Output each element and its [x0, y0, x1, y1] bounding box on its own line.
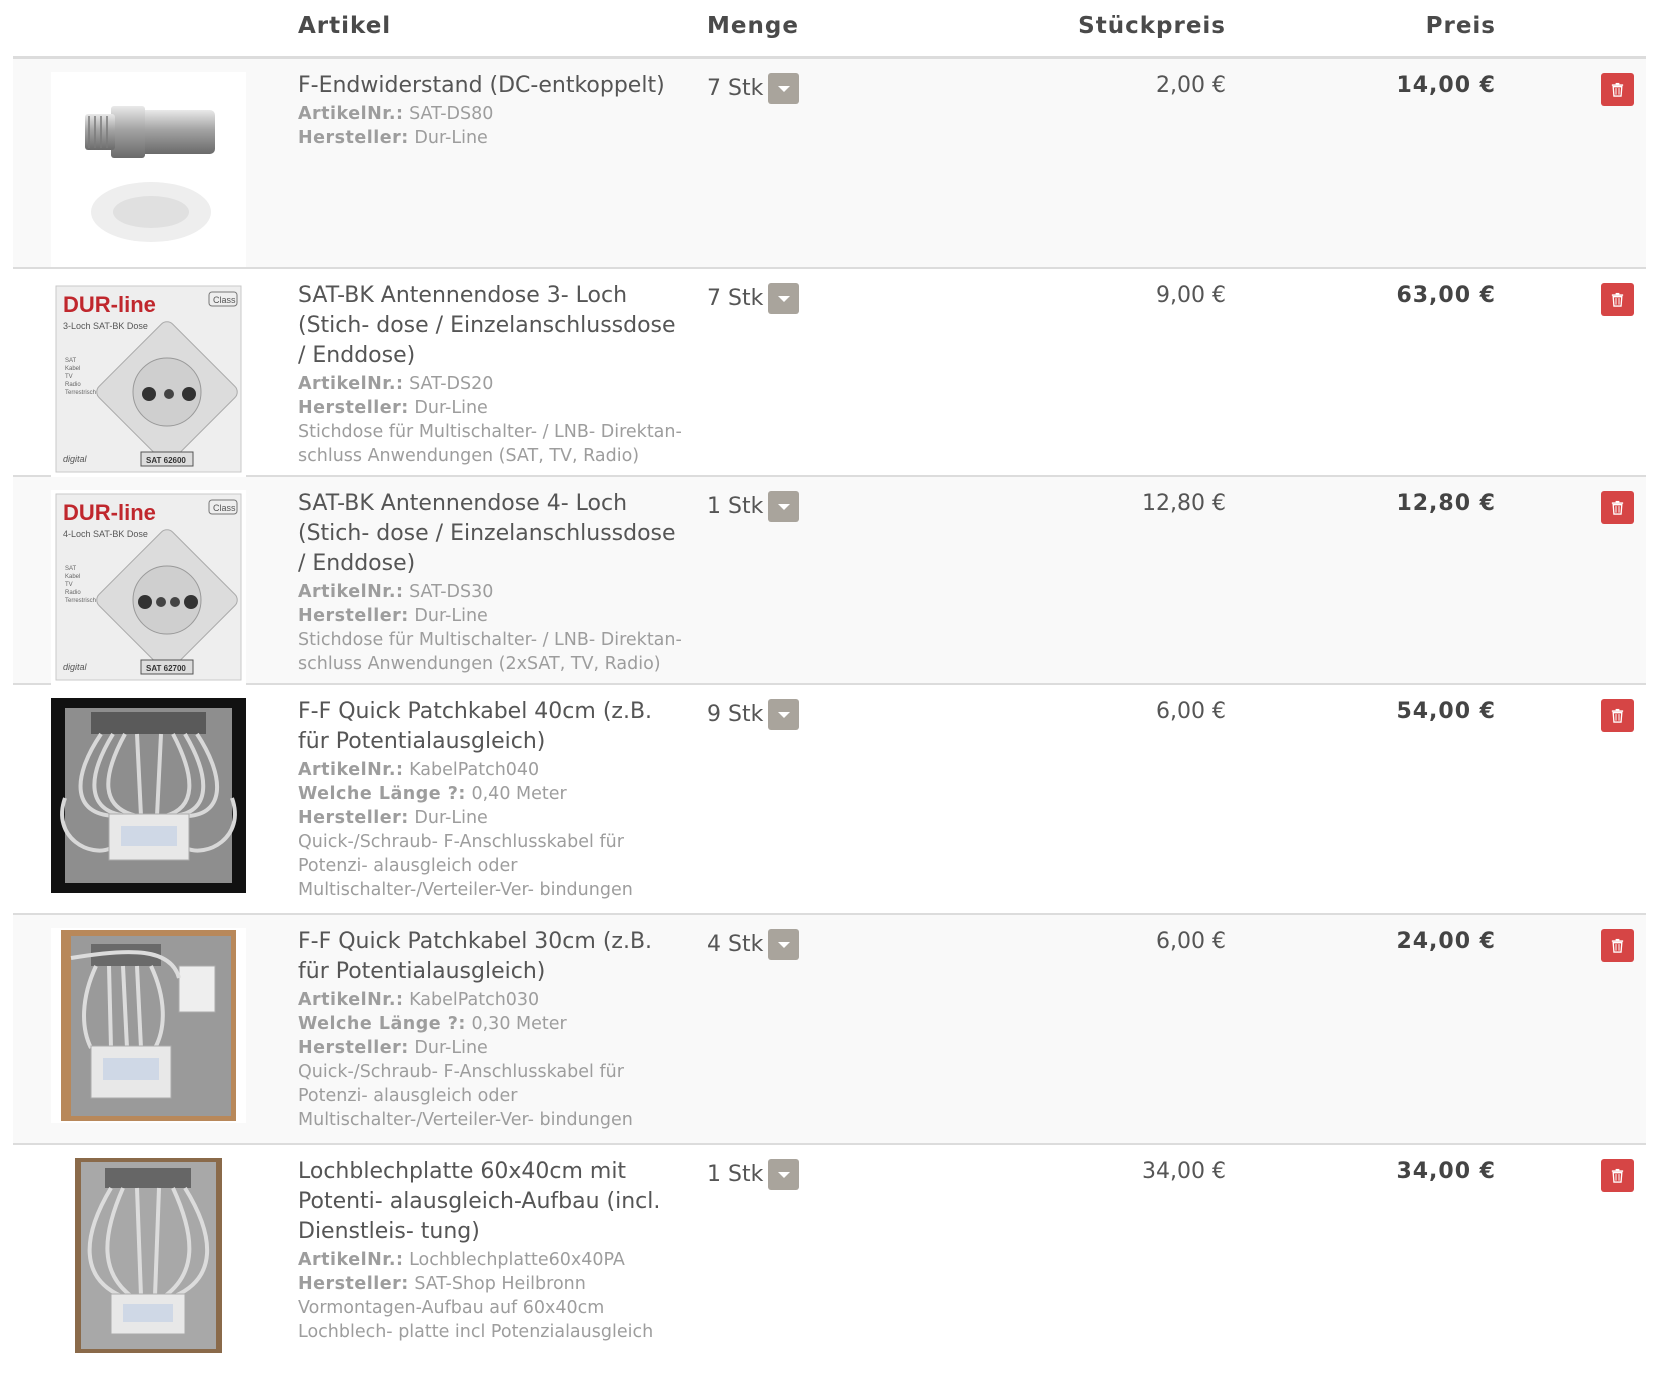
box-bullet: Terrestrisch	[65, 390, 97, 396]
artikelnr-value: SAT-DS30	[409, 582, 494, 602]
trash-icon	[1610, 292, 1625, 307]
unit-price: 6,00 €	[1156, 929, 1226, 954]
artikelnr-label: ArtikelNr.:	[298, 582, 404, 602]
quantity-selector	[707, 283, 799, 314]
hersteller-value: Dur-Line	[414, 1038, 488, 1058]
artikelnr-label: ArtikelNr.:	[298, 374, 404, 394]
artikelnr-label: ArtikelNr.:	[298, 104, 404, 124]
product-image[interactable]	[51, 698, 246, 893]
line-total: 34,00 €	[1396, 1159, 1496, 1184]
quantity-selector	[707, 929, 799, 960]
product-info	[298, 927, 686, 1132]
patch-cable-setup-image	[51, 928, 246, 1123]
trash-icon	[1610, 500, 1625, 515]
quantity-dropdown-button[interactable]	[768, 283, 799, 314]
antenna-socket-box-image	[51, 490, 246, 685]
cart-row	[13, 59, 1646, 269]
product-hersteller	[298, 126, 686, 150]
quantity-value: 4 Stk	[707, 932, 764, 957]
trash-icon	[1610, 708, 1625, 723]
box-bullet: Terrestrisch	[65, 598, 97, 604]
laenge-value: 0,40 Meter	[471, 784, 567, 804]
cart-table	[13, 0, 1646, 1385]
product-info	[298, 281, 686, 468]
box-digital: digital	[63, 662, 87, 672]
unit-price: 2,00 €	[1156, 73, 1226, 98]
product-image[interactable]	[51, 490, 246, 685]
product-description: Vormontagen-Aufbau auf 60x40cm Lochblech- platte incl Potenzialausgleich	[298, 1298, 654, 1342]
box-brand: DUR-line	[63, 500, 156, 525]
hersteller-value: SAT-Shop Heilbronn	[414, 1274, 586, 1294]
artikelnr-value: SAT-DS80	[409, 104, 494, 124]
hersteller-value: Dur-Line	[414, 808, 488, 828]
patch-cable-setup-image	[51, 698, 246, 893]
box-bullet: Kabel	[65, 366, 81, 372]
artikelnr-label: ArtikelNr.:	[298, 760, 404, 780]
product-artikelnr	[298, 758, 686, 782]
quantity-value: 7 Stk	[707, 76, 764, 101]
chevron-down-icon	[778, 712, 790, 718]
cart-row	[13, 915, 1646, 1145]
box-badge: Class	[213, 295, 236, 305]
quantity-value: 1 Stk	[707, 1162, 764, 1187]
quantity-dropdown-button[interactable]	[768, 73, 799, 104]
artikelnr-label: ArtikelNr.:	[298, 1250, 404, 1270]
chevron-down-icon	[778, 86, 790, 92]
antenna-socket-box-image	[51, 282, 246, 477]
box-subtitle: 4-Loch SAT-BK Dose	[63, 529, 148, 539]
product-description: Stichdose für Multischalter- / LNB- Direktan- schluss Anwendungen (SAT, TV, Radio)	[298, 422, 682, 466]
remove-item-button[interactable]	[1601, 73, 1634, 106]
perforated-plate-image	[51, 1158, 246, 1353]
trash-icon	[1610, 1168, 1625, 1183]
unit-price: 9,00 €	[1156, 283, 1226, 308]
hersteller-label: Hersteller:	[298, 808, 409, 828]
artikelnr-value: SAT-DS20	[409, 374, 494, 394]
hersteller-label: Hersteller:	[298, 398, 409, 418]
chevron-down-icon	[778, 296, 790, 302]
product-info	[298, 71, 686, 150]
remove-item-button[interactable]	[1601, 283, 1634, 316]
product-artikelnr	[298, 1248, 686, 1272]
quantity-selector	[707, 73, 799, 104]
product-laenge	[298, 782, 686, 806]
box-bullet: SAT	[65, 566, 77, 572]
hersteller-label: Hersteller:	[298, 1038, 409, 1058]
quantity-dropdown-button[interactable]	[768, 491, 799, 522]
product-artikelnr	[298, 372, 686, 396]
product-laenge	[298, 1012, 686, 1036]
remove-item-button[interactable]	[1601, 929, 1634, 962]
chevron-down-icon	[778, 1172, 790, 1178]
product-title[interactable]: SAT-BK Antennendose 3- Loch (Stich- dose / Einzelanschlussdose / Enddose)	[298, 283, 676, 368]
column-header-stueckpreis: Stückpreis	[1078, 13, 1226, 39]
remove-item-button[interactable]	[1601, 491, 1634, 524]
table-header	[13, 0, 1646, 59]
terminator-resistor-image	[51, 72, 246, 267]
quantity-value: 1 Stk	[707, 494, 764, 519]
product-artikelnr	[298, 988, 686, 1012]
product-title[interactable]: SAT-BK Antennendose 4- Loch (Stich- dose / Einzelanschlussdose / Enddose)	[298, 491, 676, 576]
box-model: SAT 62600	[146, 456, 186, 465]
hersteller-value: Dur-Line	[414, 606, 488, 626]
box-bullet: Radio	[65, 590, 81, 596]
product-artikelnr	[298, 580, 686, 604]
unit-price: 34,00 €	[1142, 1159, 1226, 1184]
box-bullet: TV	[65, 582, 73, 588]
product-image[interactable]	[51, 72, 246, 267]
remove-item-button[interactable]	[1601, 1159, 1634, 1192]
hersteller-label: Hersteller:	[298, 606, 409, 626]
quantity-selector	[707, 1159, 799, 1190]
product-info	[298, 489, 686, 676]
product-description: Quick-/Schraub- F-Anschlusskabel für Potenzi- alausgleich oder Multischalter-/Verteiler-Ver- bindungen	[298, 832, 633, 900]
line-total: 14,00 €	[1396, 73, 1496, 98]
product-hersteller	[298, 1036, 686, 1060]
column-header-artikel: Artikel	[298, 13, 392, 39]
product-title[interactable]: F-F Quick Patchkabel 40cm (z.B. für Potentialausgleich)	[298, 699, 653, 754]
trash-icon	[1610, 938, 1625, 953]
column-header-preis: Preis	[1425, 13, 1496, 39]
laenge-label: Welche Länge ?:	[298, 1014, 466, 1034]
cart-row	[13, 1145, 1646, 1385]
artikelnr-value: KabelPatch040	[409, 760, 540, 780]
quantity-dropdown-button[interactable]	[768, 699, 799, 730]
product-hersteller	[298, 806, 686, 830]
cart-row	[13, 685, 1646, 915]
laenge-value: 0,30 Meter	[471, 1014, 567, 1034]
line-total: 54,00 €	[1396, 699, 1496, 724]
trash-icon	[1610, 82, 1625, 97]
box-subtitle: 3-Loch SAT-BK Dose	[63, 321, 148, 331]
cart-row	[13, 269, 1646, 477]
box-bullet: Kabel	[65, 574, 81, 580]
unit-price: 6,00 €	[1156, 699, 1226, 724]
product-title[interactable]: F-F Quick Patchkabel 30cm (z.B. für Potentialausgleich)	[298, 929, 653, 984]
product-image[interactable]	[51, 282, 246, 477]
box-bullet: SAT	[65, 358, 77, 364]
hersteller-value: Dur-Line	[414, 398, 488, 418]
product-description: Stichdose für Multischalter- / LNB- Direktan- schluss Anwendungen (2xSAT, TV, Radio)	[298, 630, 682, 674]
remove-item-button[interactable]	[1601, 699, 1634, 732]
hersteller-value: Dur-Line	[414, 128, 488, 148]
product-image[interactable]	[51, 1158, 246, 1353]
product-image[interactable]	[51, 928, 246, 1123]
box-model: SAT 62700	[146, 664, 186, 673]
unit-price: 12,80 €	[1142, 491, 1226, 516]
quantity-dropdown-button[interactable]	[768, 1159, 799, 1190]
quantity-value: 7 Stk	[707, 286, 764, 311]
product-title[interactable]: F-Endwiderstand (DC-entkoppelt)	[298, 73, 665, 98]
box-bullet: Radio	[65, 382, 81, 388]
chevron-down-icon	[778, 942, 790, 948]
product-hersteller	[298, 396, 686, 420]
product-hersteller	[298, 1272, 686, 1296]
hersteller-label: Hersteller:	[298, 128, 409, 148]
box-bullet: TV	[65, 374, 73, 380]
line-total: 12,80 €	[1396, 491, 1496, 516]
line-total: 24,00 €	[1396, 929, 1496, 954]
box-brand: DUR-line	[63, 292, 156, 317]
product-artikelnr	[298, 102, 686, 126]
line-total: 63,00 €	[1396, 283, 1496, 308]
column-header-menge: Menge	[707, 13, 799, 39]
product-info	[298, 1157, 686, 1344]
quantity-dropdown-button[interactable]	[768, 929, 799, 960]
box-badge: Class	[213, 503, 236, 513]
chevron-down-icon	[778, 504, 790, 510]
product-hersteller	[298, 604, 686, 628]
quantity-selector	[707, 699, 799, 730]
box-digital: digital	[63, 454, 87, 464]
artikelnr-value: KabelPatch030	[409, 990, 540, 1010]
artikelnr-label: ArtikelNr.:	[298, 990, 404, 1010]
hersteller-label: Hersteller:	[298, 1274, 409, 1294]
laenge-label: Welche Länge ?:	[298, 784, 466, 804]
quantity-value: 9 Stk	[707, 702, 764, 727]
cart-row	[13, 477, 1646, 685]
product-description: Quick-/Schraub- F-Anschlusskabel für Potenzi- alausgleich oder Multischalter-/Verteiler-Ver- bindungen	[298, 1062, 633, 1130]
product-info	[298, 697, 686, 902]
artikelnr-value: Lochblechplatte60x40PA	[409, 1250, 625, 1270]
product-title[interactable]: Lochblechplatte 60x40cm mit Potenti- alausgleich-Aufbau (incl. Dienstleis- tung)	[298, 1159, 661, 1244]
quantity-selector	[707, 491, 799, 522]
